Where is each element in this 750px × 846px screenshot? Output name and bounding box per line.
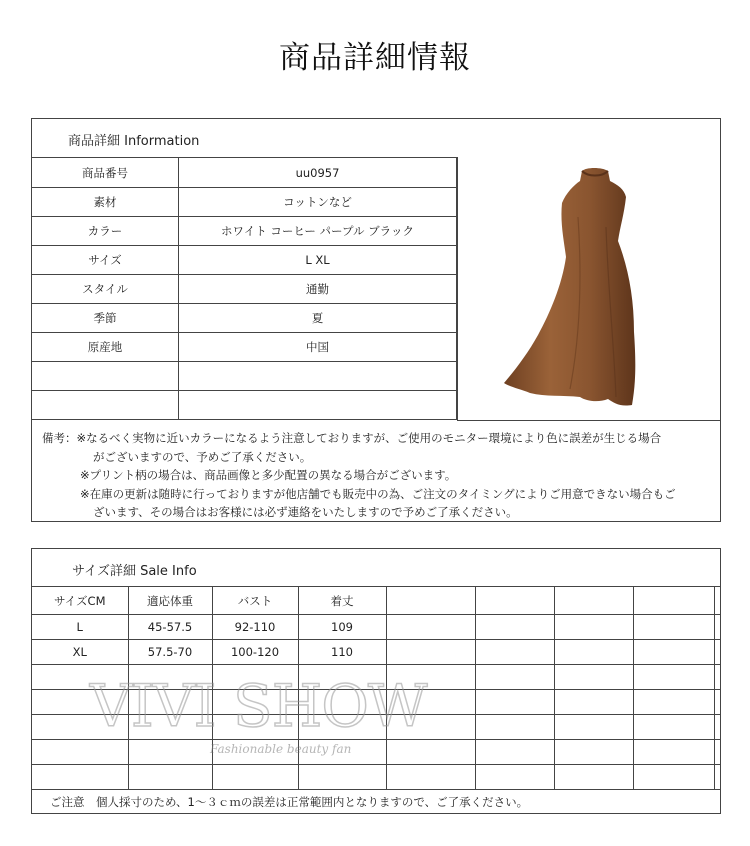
size-cell	[32, 765, 128, 790]
spec-value: 通勤	[179, 275, 457, 304]
size-cell	[475, 615, 554, 640]
size-row	[32, 665, 720, 690]
size-info-section	[31, 548, 721, 814]
spec-value	[179, 391, 457, 420]
size-cell	[475, 690, 554, 715]
spec-value: コットンなど	[179, 188, 457, 217]
spec-value: ホワイト コーヒー パープル ブラック	[179, 217, 457, 246]
size-cell	[714, 665, 720, 690]
size-row	[32, 615, 720, 640]
size-cell	[714, 690, 720, 715]
size-cell	[128, 665, 212, 690]
size-cell	[386, 615, 475, 640]
size-cell	[212, 715, 298, 740]
watermark-tagline: Fashionable beauty fan	[210, 742, 352, 756]
size-col-header	[475, 587, 554, 615]
spec-label: 原産地	[32, 333, 179, 362]
size-cell	[554, 690, 633, 715]
size-col-header: バスト	[212, 587, 298, 615]
spec-label	[32, 391, 179, 420]
spec-label: 季節	[32, 304, 179, 333]
spec-table	[32, 157, 457, 420]
size-cell	[633, 740, 714, 765]
spec-row	[32, 158, 457, 188]
size-cell	[475, 765, 554, 790]
size-table	[32, 586, 720, 790]
size-cell	[714, 640, 720, 665]
dress-illustration	[458, 157, 720, 419]
size-cell	[633, 765, 714, 790]
spec-row	[32, 391, 457, 420]
spec-value: 夏	[179, 304, 457, 333]
remarks-text	[42, 429, 676, 522]
size-header-row	[32, 587, 720, 615]
size-cell	[128, 690, 212, 715]
remark-line: ざいます、その場合はお客様には必ず連絡をいたしますので予めご了承ください。	[93, 505, 518, 519]
size-col-header	[554, 587, 633, 615]
size-cell	[475, 665, 554, 690]
size-cell	[386, 665, 475, 690]
spec-label: 素材	[32, 188, 179, 217]
size-cell	[212, 740, 298, 765]
size-cell	[32, 740, 128, 765]
spec-value: uu0957	[179, 158, 457, 188]
size-cell	[633, 665, 714, 690]
info-section-title: 商品詳細 Information	[68, 134, 200, 149]
spec-value	[179, 362, 457, 391]
size-col-header: 適応体重	[128, 587, 212, 615]
spec-row	[32, 275, 457, 304]
spec-row	[32, 304, 457, 333]
remark-line: ※プリント柄の場合は、商品画像と多少配置の異なる場合がございます。	[80, 468, 457, 482]
size-cell	[298, 690, 386, 715]
size-cell	[554, 615, 633, 640]
size-col-header: サイズCM	[32, 587, 128, 615]
size-row	[32, 715, 720, 740]
size-cell: 110	[298, 640, 386, 665]
remark-line: ※在庫の更新は随時に行っておりますが他店舗でも販売中の為、ご注文のタイミングによりご用意できない場合もご	[80, 486, 676, 501]
size-cell	[475, 640, 554, 665]
size-col-header	[633, 587, 714, 615]
size-cell	[386, 765, 475, 790]
size-cell	[714, 740, 720, 765]
size-cell: 57.5-70	[128, 640, 212, 665]
size-cell	[128, 715, 212, 740]
size-cell	[128, 765, 212, 790]
size-col-header: 着丈	[298, 587, 386, 615]
size-cell	[298, 715, 386, 740]
size-cell	[128, 740, 212, 765]
dress-shape	[504, 168, 635, 406]
size-cell	[212, 765, 298, 790]
size-cell: 45-57.5	[128, 615, 212, 640]
size-cell	[554, 665, 633, 690]
watermark-brand: VIVI SHOW	[90, 672, 427, 740]
size-row	[32, 765, 720, 790]
size-cell: XL	[32, 640, 128, 665]
size-cell	[32, 665, 128, 690]
product-photo	[457, 157, 720, 421]
size-row	[32, 690, 720, 715]
size-cell	[554, 765, 633, 790]
page-title: 商品詳細情報	[279, 40, 471, 76]
size-col-header	[386, 587, 475, 615]
size-cell	[714, 615, 720, 640]
size-section-header	[32, 549, 720, 587]
size-cell: 92-110	[212, 615, 298, 640]
size-cell	[298, 665, 386, 690]
info-section-header	[32, 119, 720, 158]
caution-text: ご注意 個人採寸のため、1～３ｃｍの誤差は正常範囲内となりますので、ご了承ください。	[50, 795, 529, 809]
size-cell	[298, 765, 386, 790]
size-cell: L	[32, 615, 128, 640]
size-cell	[212, 690, 298, 715]
size-cell	[32, 690, 128, 715]
spec-label: スタイル	[32, 275, 179, 304]
size-cell	[633, 690, 714, 715]
size-cell	[554, 715, 633, 740]
size-cell: 109	[298, 615, 386, 640]
size-cell	[386, 740, 475, 765]
size-cell	[554, 740, 633, 765]
size-cell	[386, 690, 475, 715]
size-cell	[633, 715, 714, 740]
remark-line: 備考：※なるべく実物に近いカラーになるよう注意しておりますが、ご使用のモニター環境により色に誤差が生じる場合	[42, 431, 662, 445]
spec-row	[32, 246, 457, 275]
spec-row	[32, 362, 457, 391]
size-cell	[298, 740, 386, 765]
size-row	[32, 640, 720, 665]
size-row	[32, 740, 720, 765]
size-cell	[212, 665, 298, 690]
size-cell	[554, 640, 633, 665]
spec-label: サイズ	[32, 246, 179, 275]
spec-value: 中国	[179, 333, 457, 362]
spec-row	[32, 188, 457, 217]
size-cell	[633, 640, 714, 665]
size-cell	[386, 640, 475, 665]
spec-row	[32, 333, 457, 362]
size-cell	[475, 715, 554, 740]
spec-value: L XL	[179, 246, 457, 275]
size-cell	[32, 715, 128, 740]
size-col-header	[714, 587, 720, 615]
spec-label: 商品番号	[32, 158, 179, 188]
size-cell	[386, 715, 475, 740]
size-cell	[714, 765, 720, 790]
size-cell: 100-120	[212, 640, 298, 665]
size-cell	[633, 615, 714, 640]
size-section-title: サイズ詳細 Sale Info	[72, 564, 197, 579]
spec-label	[32, 362, 179, 391]
remark-line: がございますので、予めご了承ください。	[93, 449, 312, 464]
spec-label: カラー	[32, 217, 179, 246]
product-info-section	[31, 118, 721, 522]
spec-row	[32, 217, 457, 246]
size-cell	[475, 740, 554, 765]
size-cell	[714, 715, 720, 740]
